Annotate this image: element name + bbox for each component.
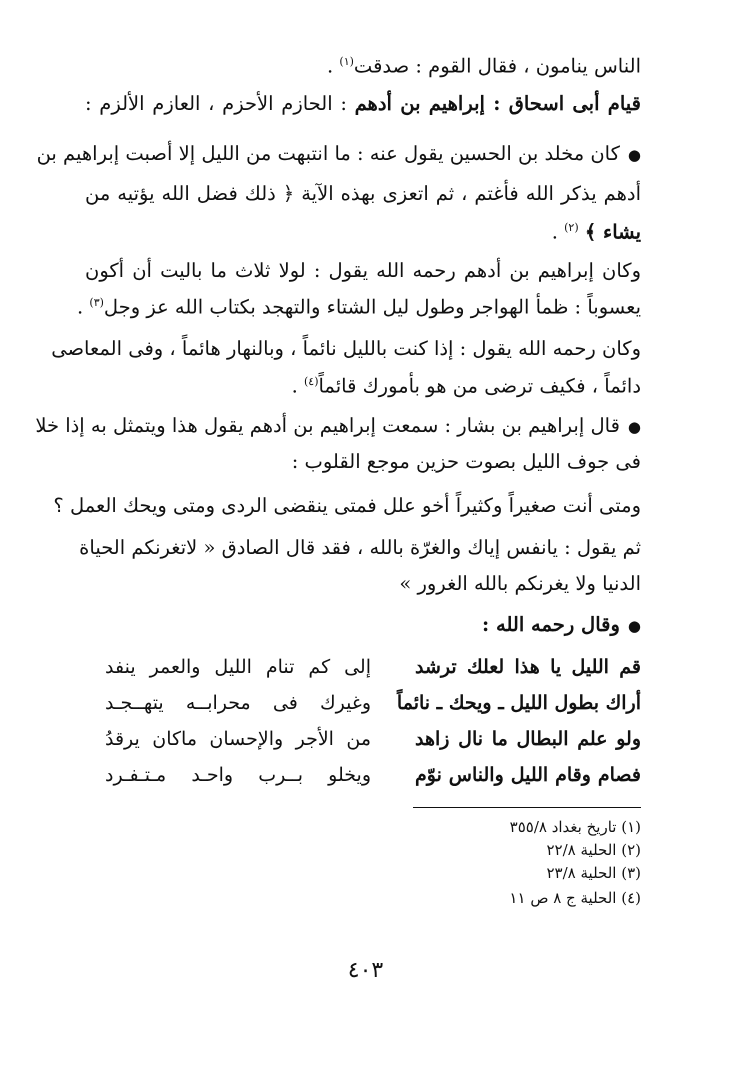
text-line-1: الناس ينامون ، فقال القوم : صدقت$^{(١)}$ . <box>327 54 641 78</box>
verse-left-4: ويخلو بــرب واحـد مـتـفـرد <box>105 764 371 786</box>
text-line-7: يعسوباً : ظمأ الهواجر وطول ليل الشتاء والتهجد بكتاب الله عز وجل$^{(٣)}$ . <box>76 295 641 319</box>
text-line-8: وكان رحمه الله يقول : إذا كنت بالليل نائماً ، وبالنهار هائماً ، وفى المعاصى <box>51 337 641 360</box>
text-line-13: ثم يقول : يانفس إياك والغرّة بالله ، فقد قال الصادق « لاتغرنكم الحياة <box>79 536 641 559</box>
bullet-icon: ● <box>627 617 641 635</box>
footnote-4: (٤) الحلية ج ٨ ص ١١ <box>509 889 641 907</box>
text-line-9: دائماً ، فكيف ترضى من هو بأمورك قائماً$^{(٤)}$ . <box>291 374 641 398</box>
verse-right-4: فصام وقام الليل والناس نوّم <box>415 764 641 786</box>
text-line-10: ●قال إبراهيم بن بشار : سمعت إبراهيم بن أدهم يقول هذا ويتمثل به إذا خلا <box>35 414 641 437</box>
text-line-6: وكان إبراهيم بن أدهم رحمه الله يقول : لولا ثلاث ما باليت أن أكون <box>85 259 641 282</box>
footnote-3: (٣) الحلية ٢٣/٨ <box>546 864 641 882</box>
footnote-1: (١) تاريخ بغداد ٣٥٥/٨ <box>509 818 641 836</box>
section-heading: قيام أبى اسحاق : إبراهيم بن أدهم : الحازم الأحزم ، العازم الألزم : <box>85 92 641 115</box>
footnote-divider <box>413 807 641 808</box>
verse-right-1: قم الليل يا هذا لعلك ترشد <box>415 656 641 678</box>
verse-left-1: إلى كم تنام الليل والعمر ينفد <box>105 656 371 678</box>
bullet-icon: ● <box>627 418 641 436</box>
bullet-icon: ● <box>627 146 641 164</box>
verse-right-3: ولو علم البطال ما نال زاهد <box>415 728 641 750</box>
verse-right-2: أراك بطول الليل ـ ويحك ـ نائماً <box>396 692 641 714</box>
text-line-3: ●كان مخلد بن الحسين يقول عنه : ما انتبهت من الليل إلا أصبت إبراهيم بن <box>36 142 641 165</box>
text-line-14: الدنيا ولا يغرنكم بالله الغرور » <box>399 572 641 595</box>
text-line-15: ●وقال رحمه الله : <box>482 613 641 636</box>
verse-left-3: من الأجر والإحسان ماكان يرقدُ <box>105 728 371 750</box>
footnote-2: (٢) الحلية ٢٢/٨ <box>546 841 641 859</box>
text-line-5: يشاء ﴾ $^{(٢)}$ . <box>551 220 641 244</box>
poem-line: ومتى أنت صغيراً وكثيراً أخو علل فمتى ينقضى الردى ومتى ويحك العمل ؟ <box>53 494 641 517</box>
text-line-11: فى جوف الليل بصوت حزين موجع القلوب : <box>291 450 641 473</box>
text-line-4: أدهم يذكر الله فأغتم ، ثم اتعزى بهذه الآية ﴿ ذلك فضل الله يؤتيه من <box>85 182 641 205</box>
page-number: ٤٠٣ <box>347 958 384 983</box>
verse-left-2: وغيرك فى محرابــه يتهــجـد <box>105 692 371 714</box>
